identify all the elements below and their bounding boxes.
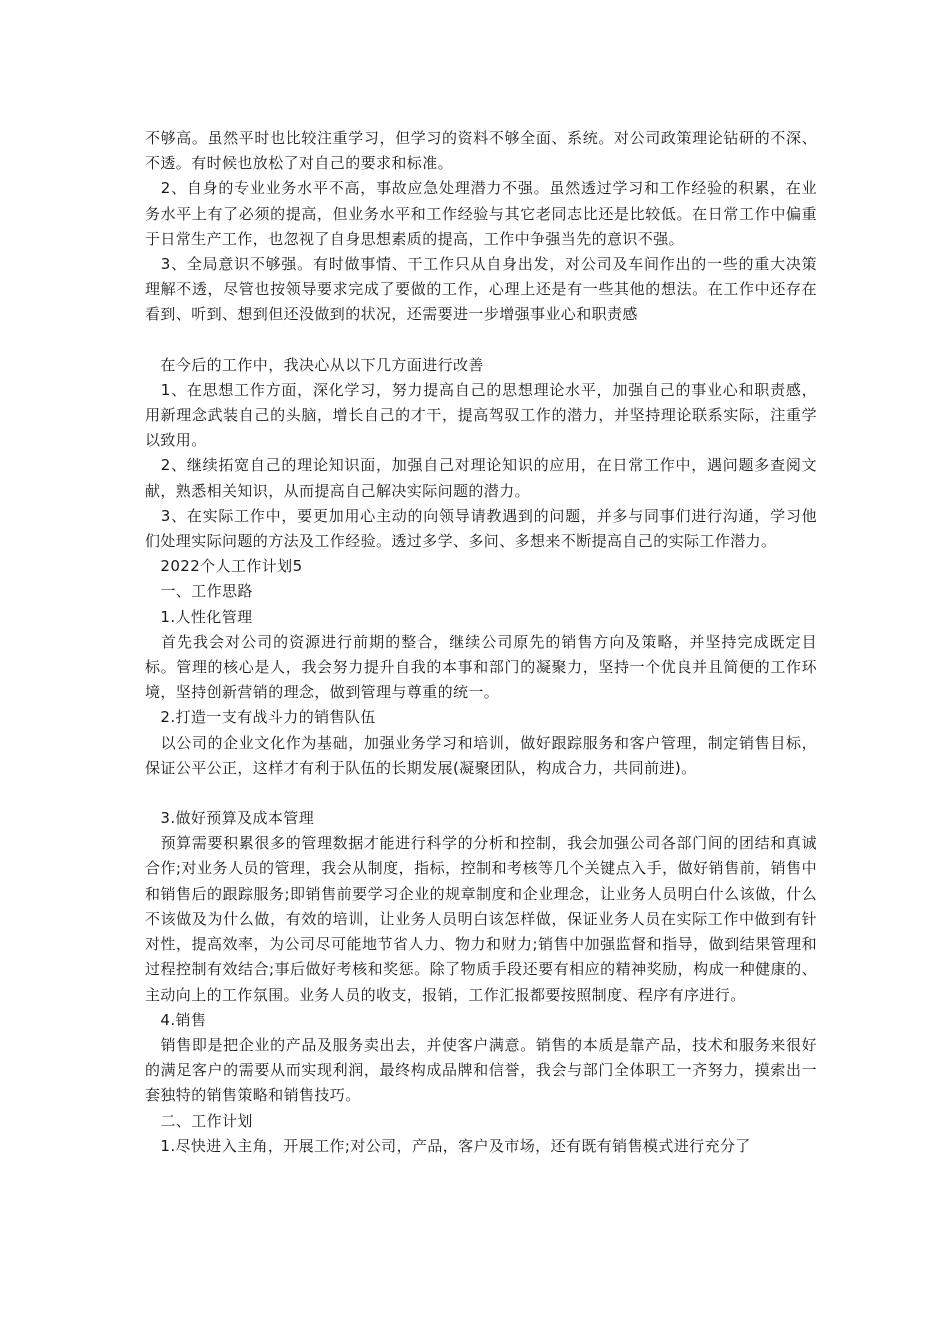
- paragraph: 2、继续拓宽自己的理论知识面，加强自己对理论知识的应用，在日常工作中，遇问题多查阅文献，熟悉相关知识，从而提高自己解决实际问题的潜力。: [145, 456, 817, 500]
- section-self-assessment: [145, 126, 817, 328]
- document-body: [145, 126, 817, 1159]
- heading: 一、工作思路: [145, 582, 253, 601]
- paragraph: 首先我会对公司的资源进行前期的整合，继续公司原先的销售方向及策略，并坚持完成既定目标。管理的核心是人，我会努力提升自我的本事和部门的凝聚力，坚持一个优良并且简便的工作环境，坚持创新营销的理念，做到管理与尊重的统一。: [145, 632, 817, 702]
- section-work-plan: [145, 806, 817, 1159]
- paragraph: 以公司的企业文化作为基础，加强业务学习和培训，做好跟踪服务和客户管理，制定销售目标，保证公平公正，这样才有利于队伍的长期发展(凝聚团队，构成合力，共同前进)。: [145, 733, 817, 777]
- paragraph: 3、全局意识不够强。有时做事情、干工作只从自身出发，对公司及车间作出的一些的重大决策理解不透，尽管也按领导要求完成了要做的工作，心理上还是有一些其他的想法。在工作中还存在看到、听到、想到但还没做到的状况，还需要进一步增强事业心和职责感: [145, 255, 817, 324]
- subheading: 2.打造一支有战斗力的销售队伍: [145, 708, 376, 727]
- section-title: 2022个人工作计划5: [145, 557, 303, 576]
- paragraph: 在今后的工作中，我决心从以下几方面进行改善: [145, 355, 484, 374]
- blank-line: [145, 781, 817, 806]
- paragraph: 1、在思想工作方面，深化学习，努力提高自己的思想理论水平，加强自己的事业心和职责感，用新理念武装自己的头脑，增长自己的才干，提高驾驭工作的潜力，并坚持理论联系实际，注重学以致用。: [145, 380, 817, 450]
- blank-line: [145, 328, 817, 353]
- paragraph: 预算需要积累很多的管理数据才能进行科学的分析和控制，我会加强公司各部门间的团结和真诚合作;对业务人员的管理，我会从制度，指标，控制和考核等几个关键点入手，做好销售前，销售中和销售后的跟踪服务;即销售前要学习企业的规章制度和企业理念，让业务人员明白什么该做，什么不该做及为什么做，有效的培训，让业务人员明白该怎样做，保证业务人员在实际工作中做到有针对性，提高效率，为公司尽可能地节省人力、物力和财力;销售中加强监督和指导，做到结果管理和过程控制有效结合;事后做好考核和奖惩。除了物质手段还要有相应的精神奖励，构成一种健康的、主动向上的工作氛围。业务人员的收支，报销，工作汇报都要按照制度、程序有序进行。: [145, 834, 817, 1004]
- paragraph: 销售即是把企业的产品及服务卖出去，并使客户满意。销售的本质是靠产品，技术和服务来很好的满足客户的需要从而实现利润，最终构成品牌和信誉，我会与部门全体职工一齐努力，摸索出一套独特的销售策略和销售技巧。: [145, 1035, 817, 1105]
- paragraph: 3、在实际工作中，要更加用心主动的向领导请教遇到的问题，并多与同事们进行沟通，学习他们处理实际问题的方法及工作经验。透过多学、多问、多想来不断提高自己的实际工作潜力。: [145, 506, 817, 551]
- subheading: 4.销售: [145, 1010, 207, 1029]
- paragraph: 1.尽快进入主角，开展工作;对公司，产品，客户及市场，还有既有销售模式进行充分了: [145, 1136, 751, 1155]
- paragraph: 2、自身的专业业务水平不高，事故应急处理潜力不强。虽然透过学习和工作经验的积累，在业务水平上有了必须的提高，但业务水平和工作经验与其它老同志比还是比较低。在日常工作中偏重于日常生产工作，也忽视了自身思想素质的提高，工作中争强当先的意识不强。: [145, 179, 817, 248]
- subheading: 1.人性化管理: [145, 607, 253, 626]
- paragraph: 不够高。虽然平时也比较注重学习，但学习的资料不够全面、系统。对公司政策理论钻研的不深、不透。有时候也放松了对自己的要求和标准。: [145, 129, 817, 173]
- section-improvement-plan: [145, 353, 817, 781]
- subheading: 3.做好预算及成本管理: [145, 809, 315, 828]
- heading: 二、工作计划: [145, 1111, 253, 1130]
